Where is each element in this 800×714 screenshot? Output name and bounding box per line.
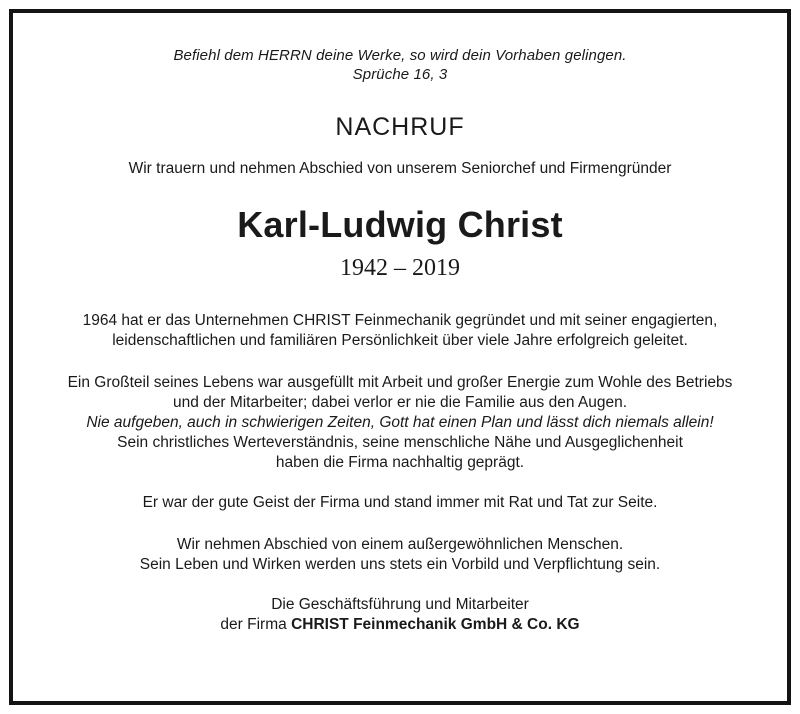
notice-heading: NACHRUF xyxy=(335,113,465,141)
paragraph-farewell-line-1: Wir nehmen Abschied von einem außergewöhnlichen Menschen. xyxy=(176,536,624,553)
paragraph-spirit: Er war der gute Geist der Firma und stand immer mit Rat und Tat zur Seite. xyxy=(142,494,658,511)
paragraph-life-line-1: Ein Großteil seines Lebens war ausgefüllt mit Arbeit und großer Energie zum Wohle des Betriebs xyxy=(67,374,733,391)
bible-reference: Sprüche 16, 3 xyxy=(352,66,448,83)
signature-prefix: der Firma xyxy=(220,616,287,633)
company-name: CHRIST Feinmechanik GmbH & Co. KG xyxy=(291,616,580,633)
life-years: 1942 – 2019 xyxy=(340,255,460,281)
paragraph-founding-line-2: leidenschaftlichen und familiären Persönlichkeit über viele Jahre erfolgreich geleitet. xyxy=(112,332,688,349)
paragraph-values-line-2: haben die Firma nachhaltig geprägt. xyxy=(275,454,525,471)
signature-line-1: Die Geschäftsführung und Mitarbeiter xyxy=(271,596,529,613)
motto-quote: Nie aufgeben, auch in schwierigen Zeiten, Gott hat einen Plan und lässt dich niemals allein! xyxy=(86,414,714,431)
signature-line-2 xyxy=(0,616,800,634)
paragraph-founding-line-1: 1964 hat er das Unternehmen CHRIST Feinmechanik gegründet und mit seiner engagierten, xyxy=(82,312,718,329)
paragraph-values-line-1: Sein christliches Werteverständnis, seine menschliche Nähe und Ausgeglichenheit xyxy=(117,434,683,451)
bible-verse: Befiehl dem HERRN deine Werke, so wird dein Vorhaben gelingen. xyxy=(173,47,627,64)
intro-text: Wir trauern und nehmen Abschied von unserem Seniorchef und Firmengründer xyxy=(128,160,672,177)
paragraph-farewell-line-2: Sein Leben und Wirken werden uns stets ein Vorbild und Verpflichtung sein. xyxy=(139,556,661,573)
paragraph-life-line-2: und der Mitarbeiter; dabei verlor er nie die Familie aus den Augen. xyxy=(172,394,628,411)
deceased-name: Karl-Ludwig Christ xyxy=(237,204,563,245)
